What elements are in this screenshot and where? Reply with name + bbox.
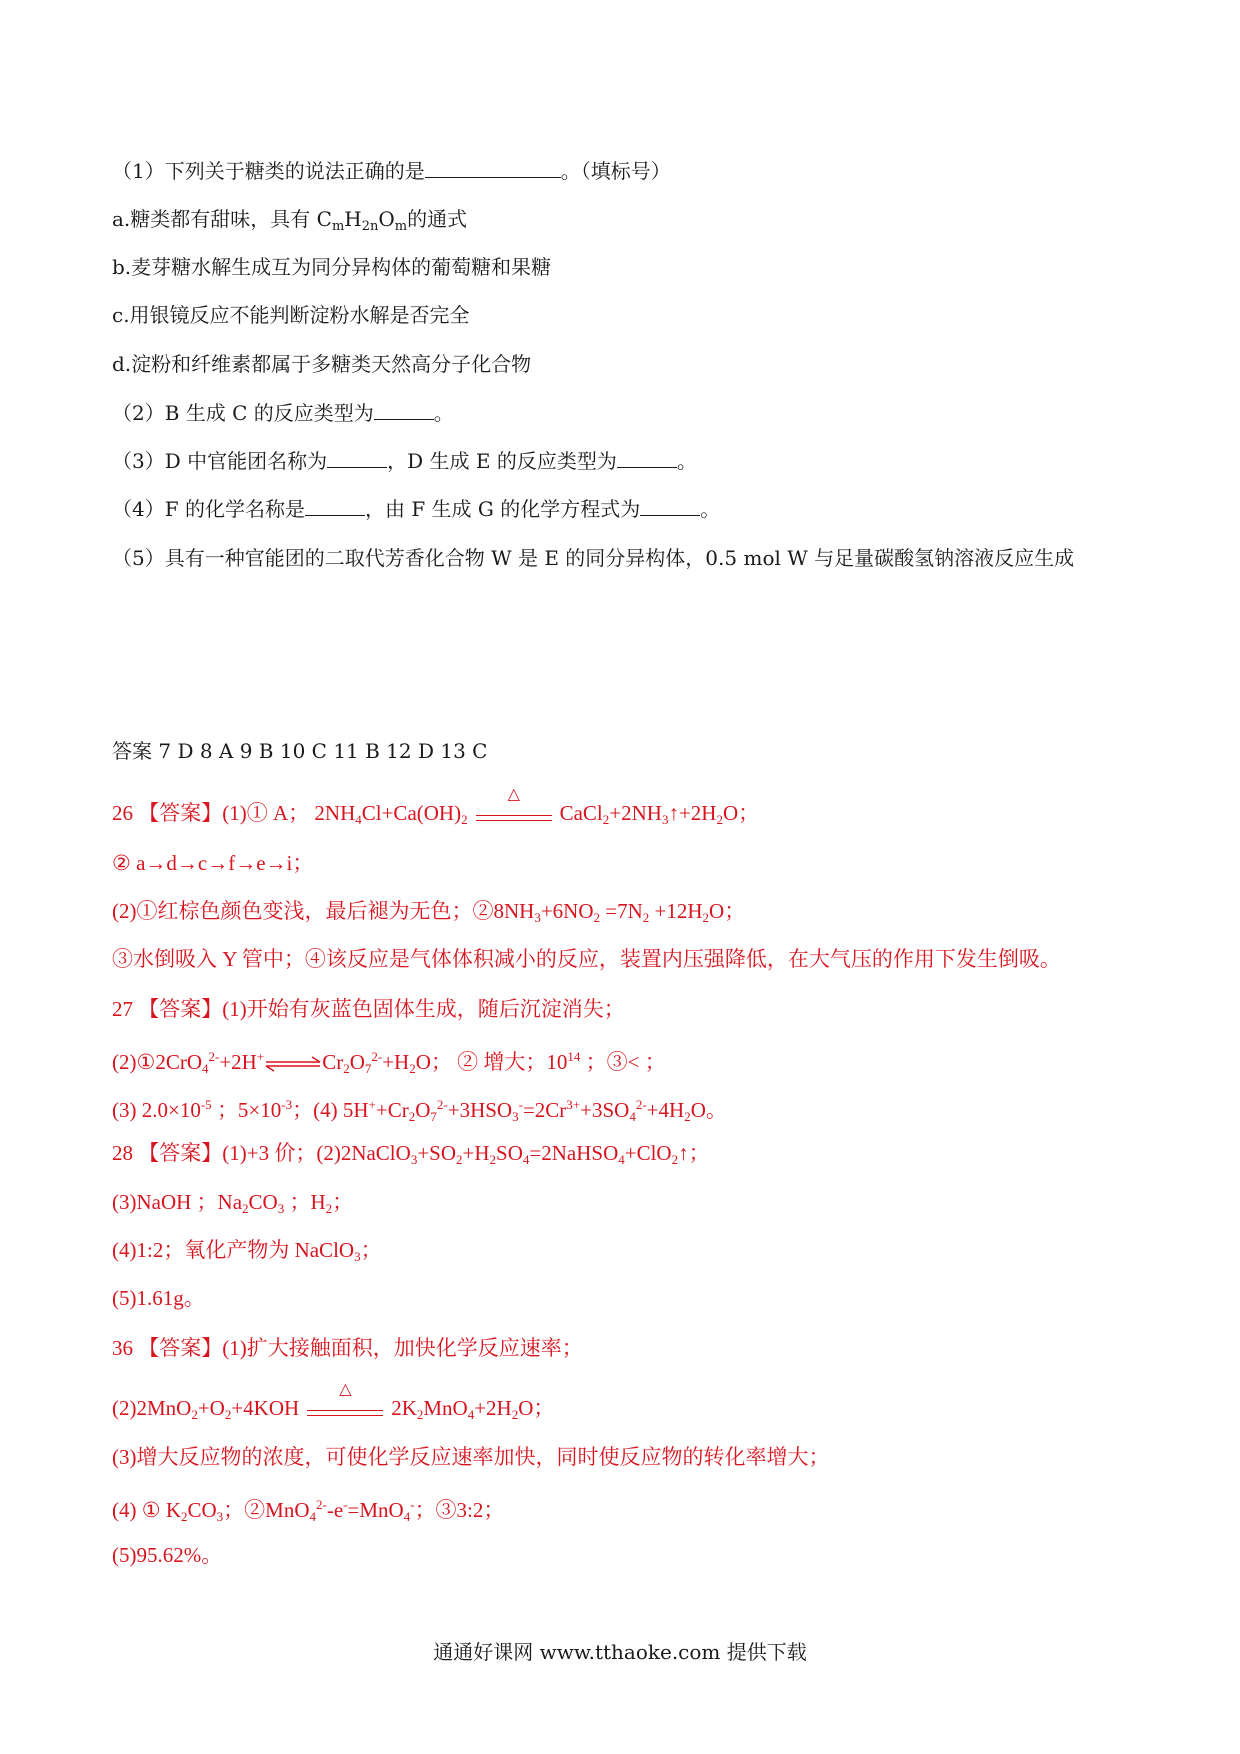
answer-36-line-1: 36 【答案】(1)扩大接触面积，加快化学反应速率； [112, 1336, 583, 1360]
answer-blank [305, 497, 365, 516]
heating-equals-sign [305, 1381, 385, 1422]
question-1: （1）下列关于糖类的说法正确的是 。（填标号） [112, 159, 671, 183]
answer-blank [374, 401, 434, 420]
answer-blank [617, 449, 677, 468]
answer-27-line-2: (2)①2CrO$_4^{2-}$+2H+ $Cr_2O_7^{2-}+H_2O$； ② 增大；$10^{14}$ ；③< ； [112, 1049, 666, 1076]
answer-36-line-5: (5)95.62%。 [112, 1543, 223, 1567]
answer-26-line-1: 26 【答案】(1)① A； $2NH_4Cl+Ca(OH)_2$ △ $CaCl_2+2NH_3↑+2H_2O$； [112, 786, 760, 827]
answer-blank [327, 449, 387, 468]
question-5: （5）具有一种官能团的二取代芳香化合物 W 是 E 的同分异构体，0.5 mol W 与足量碳酸氢钠溶液反应生成 [112, 546, 1075, 570]
option-c: c.用银镜反应不能判断淀粉水解是否完全 [112, 303, 470, 327]
heat-triangle-icon: △ [507, 786, 520, 804]
answer-36-line-2: $(2)2MnO_2+O_2+4KOH$ △ $2K_2MnO_4+2H_2O$； [112, 1381, 555, 1422]
question-4: （4）F 的化学名称是 ，由 F 生成 G 的化学方程式为 。 [112, 497, 721, 521]
answer-blank [640, 497, 700, 516]
question-3: （3）D 中官能团名称为 ，D 生成 E 的反应类型为 。 [112, 449, 697, 473]
answer-26-line-4: ③水倒吸入 Y 管中；④该反应是气体体积减小的反应，装置内压强降低，在大气压的作用下发生倒吸。 [112, 947, 1061, 971]
option-b: b.麦芽糖水解生成互为同分异构体的葡萄糖和果糖 [112, 255, 552, 279]
answer-26-line-2: ② a→d→c→f→e→i； [112, 851, 314, 875]
footer: 通通好课网 www.tthaoke.com 提供下载 [433, 1640, 807, 1664]
answer-28-line-1: 28 【答案】(1)+3 价；$(2)2NaClO_3+SO_2+H_2SO_4=2NaHSO_4+ClO_2↑$； [112, 1141, 710, 1167]
question-2: （2）B 生成 C 的反应类型为 。 [112, 401, 454, 425]
answer-28-line-2: (3)NaOH ；$Na_2CO_3$ ；$H_2$； [112, 1190, 354, 1216]
answer-27-line-1: 27 【答案】(1)开始有灰蓝色固体生成，随后沉淀消失； [112, 997, 625, 1021]
answer-28-line-4: (5)1.61g。 [112, 1286, 205, 1310]
answer-26-line-3: (2)①红棕色颜色变浅，最后褪为无色；$②8NH_3+6NO_2 =7N_2 +12H_2O$； [112, 899, 746, 925]
answers-choice-line: 答案 7 D 8 A 9 B 10 C 11 B 12 D 13 C [112, 739, 488, 763]
answer-28-line-3: (4)1:2；氧化产物为 NaClO$_3$； [112, 1238, 382, 1264]
answer-27-line-3: (3) $2.0\times 10^{-5}$ ；$5\times 10^{-3}$；(4) $5H^++Cr_2O_7^{2-}+3HSO_3^-=2Cr^{3+}+3SO_4^{2-}+4H_2O$。 [112, 1097, 727, 1124]
heat-triangle-icon: △ [339, 1381, 352, 1399]
answer-36-line-4: (4) ① $K_2CO_3$；②MnO$_4^{2-}$-e-=MnO$_4$-；③3:2； [112, 1497, 505, 1524]
equilibrium-arrow-icon [264, 1056, 322, 1072]
heating-equals-sign [474, 786, 554, 827]
option-a: a.糖类都有甜味，具有 $C_mH_{2n}O_m$的通式 [112, 207, 468, 234]
answer-blank [425, 159, 561, 178]
option-d: d.淀粉和纤维素都属于多糖类天然高分子化合物 [112, 352, 532, 376]
answer-36-line-3: (3)增大反应物的浓度，可使化学反应速率加快，同时使反应物的转化率增大； [112, 1445, 830, 1469]
